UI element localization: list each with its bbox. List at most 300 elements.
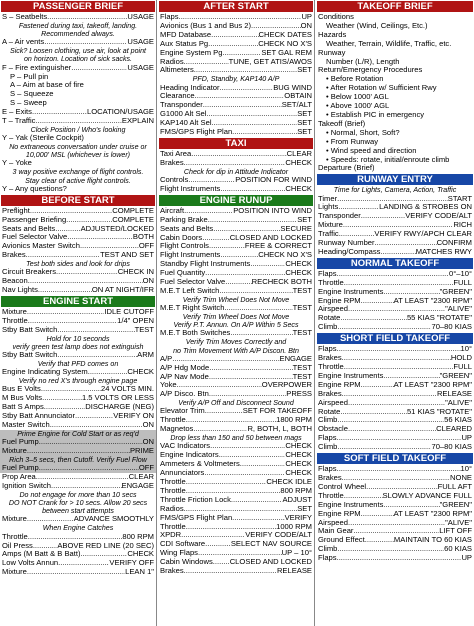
checklist-row <box>158 128 314 137</box>
checklist-row <box>0 159 156 168</box>
item-label: Avionics Master Switch <box>2 241 80 251</box>
leader-dots <box>184 159 286 168</box>
leader-dots <box>209 390 286 399</box>
checklist-row <box>316 323 474 332</box>
item-label: Ground Effect <box>318 535 365 545</box>
item-label: Timer <box>318 193 338 203</box>
leader-dots <box>88 368 128 377</box>
item-label: Brakes <box>318 353 342 363</box>
item-action: PRESS <box>286 389 312 399</box>
item-action: CHECK <box>285 259 312 269</box>
item-action: TEST <box>292 285 312 295</box>
checklist-row <box>0 326 156 335</box>
brief-item: • Normal, Short, Soft? <box>326 127 400 137</box>
item-action: POSITION FOR WIND <box>235 175 312 184</box>
item-action: USAGE <box>127 62 154 72</box>
instruction-note: Verify Trim Wheel Does Not Move <box>182 295 290 304</box>
item-action: CHECK <box>285 468 312 478</box>
item-label: T – Traffic <box>2 116 36 126</box>
item-label: Brakes <box>160 157 184 167</box>
item-action: MATCHES RWY <box>415 246 472 256</box>
item-label: Mixture <box>2 307 27 317</box>
item-action: RELEASE <box>276 566 312 576</box>
leader-dots <box>209 364 292 373</box>
instruction-note: Fastened during taxi, takeoff, landing. <box>18 21 138 30</box>
item-action: LOCATION/USAGE <box>87 107 154 117</box>
item-action: COMPLETE <box>112 214 154 224</box>
item-action: 800 RPM <box>122 531 154 541</box>
item-action: UP <box>301 12 312 21</box>
checklist-row <box>0 421 156 430</box>
brief-item: • Below 1000' AGL <box>326 92 389 102</box>
item-action: 56 KIAS <box>444 415 472 425</box>
item-action: "ALIVE" <box>445 517 472 527</box>
item-label: M Bus Volts <box>2 393 43 403</box>
leader-dots <box>27 447 130 456</box>
item-action: VERIFY RWY/APCH CLEAR <box>374 229 472 239</box>
item-action: VERIFY CODE/ALT <box>405 211 472 221</box>
item-label: FMS/GPS Flight Plan <box>160 512 233 522</box>
item-label: FMS/GPS Flight Plan <box>160 127 233 137</box>
item-label: Fuel Pump <box>2 437 39 447</box>
brief-item: Takeoff (Brief) <box>318 118 366 128</box>
item-action: CHECK <box>285 441 312 451</box>
leader-dots <box>361 381 394 390</box>
brief-item: • From Runway <box>326 136 379 146</box>
item-label: Airspeed <box>318 304 348 314</box>
instruction-note: Verify Trim Moves Correctly and <box>185 338 287 347</box>
item-action: CONFIRM <box>436 238 472 248</box>
checklist-row <box>0 134 156 143</box>
item-label: Elevator Trim <box>160 406 205 416</box>
leader-dots <box>365 536 394 545</box>
item-label: Controls <box>160 175 189 184</box>
item-label: Throttle <box>318 277 344 287</box>
item-action: ADJUSTED/LOCKED <box>80 223 154 233</box>
item-action: CHECK DATES <box>258 29 312 39</box>
item-action: 0°–10° <box>449 268 472 278</box>
item-action: LANDING & STROBES ON <box>379 202 472 212</box>
checklist-row <box>0 38 156 47</box>
leader-dots <box>342 390 437 399</box>
item-label: Flaps <box>318 553 337 563</box>
item-label: Master Switch <box>2 420 50 430</box>
item-action: ADVANCE SMOOTHLY <box>73 514 154 524</box>
item-action: OVERPOWER <box>261 380 312 390</box>
item-label: Fuel Selector Valve <box>160 277 226 287</box>
item-action: DISCHARGE (NEG) <box>85 402 154 412</box>
leader-dots <box>337 323 431 332</box>
instruction-note: PFD, Standby, KAP140 A/P <box>192 75 280 84</box>
checklist-row <box>158 329 314 338</box>
brief-item: Weather, Terrain, Wildlife, Traffic, etc. <box>326 38 452 48</box>
instruction-note: Time for Lights, Camera, Action, Traffic <box>333 186 457 195</box>
instruction-note: Verify no red X's through engine page <box>18 377 138 386</box>
brief-item: • Wind speed and direction <box>326 145 417 155</box>
item-label: Mixture <box>2 446 27 456</box>
section-header-normal-takeoff: NORMAL TAKEOFF <box>317 258 473 269</box>
item-label: Flight Instruments <box>160 250 221 260</box>
item-action: CLEAR <box>128 472 154 482</box>
item-action: ABOVE RED LINE (20 SEC) <box>57 540 154 550</box>
leader-dots <box>57 351 137 360</box>
item-action: BUG WIND <box>273 82 312 92</box>
item-label: Fuel Selector Valve <box>2 232 68 242</box>
item-action: 24 VOLTS MIN. <box>100 384 154 394</box>
item-action: FULL <box>453 362 472 372</box>
item-action: "ALIVE" <box>445 397 472 407</box>
item-label: Rotate <box>318 313 341 323</box>
checklist-row <box>316 443 474 452</box>
item-label: KAP140 Alt Sel <box>160 118 212 128</box>
item-action: CHECK <box>285 450 312 460</box>
item-action: 10° <box>460 344 472 354</box>
item-action: AT LEAST "2300 RPM" <box>393 295 472 305</box>
item-label: Fuel Quantity <box>160 268 206 278</box>
item-label: Batt S Amps <box>2 402 44 412</box>
item-label: Taxi Area <box>160 148 192 158</box>
leader-dots <box>71 64 127 73</box>
item-label: Throttle <box>318 362 344 372</box>
item-action: CHECK IDLE <box>266 476 312 486</box>
item-label: A/P <box>160 353 173 363</box>
item-action: OFF <box>138 241 154 251</box>
item-action: SET <box>297 127 312 137</box>
item-label: F – Fire extinguisher <box>2 62 72 72</box>
column-1 <box>0 0 157 626</box>
item-action: 55 KIAS "ROTATE" <box>406 313 472 323</box>
leader-dots <box>39 438 143 447</box>
section-header-runway-entry: RUNWAY ENTRY <box>317 174 473 185</box>
leader-dots <box>348 519 445 528</box>
leader-dots <box>230 329 292 338</box>
item-label: Prop Area <box>2 472 36 482</box>
item-label: Radios <box>160 56 184 66</box>
checklist-row <box>0 286 156 295</box>
item-action: TEST AND SET <box>100 250 154 260</box>
item-label: Standby Flight Instruments <box>160 259 251 269</box>
item-label: Engine System Pg. <box>160 47 225 57</box>
item-action: FREE & CORRECT <box>244 241 312 251</box>
item-action: TEST <box>292 362 312 372</box>
instruction-note: Sick? Loosen clothing, use air, look at point <box>9 47 147 56</box>
item-label: Altimeters <box>160 65 194 75</box>
item-action: RELEASE <box>436 388 472 398</box>
item-action: RICH <box>453 220 472 230</box>
item-action: 60 KIAS <box>444 544 472 554</box>
item-label: Y – Any questions? <box>2 183 67 193</box>
brief-item: • After Rotation w/ Sufficient Rwy <box>326 83 437 93</box>
checklist-row <box>0 251 156 260</box>
item-label: Stby Batt Switch <box>2 350 58 360</box>
item-label: Engine Indicating System <box>2 367 88 377</box>
checklist-row <box>158 159 314 168</box>
checklist-row <box>0 185 156 194</box>
item-action: SET <box>297 109 312 119</box>
section-header-soft-field-takeoff: SOFT FIELD TAKEOFF <box>317 453 473 464</box>
leader-dots <box>44 38 127 47</box>
item-label: Engine Instruments <box>318 370 384 380</box>
item-action: CHECK <box>285 268 312 278</box>
leader-dots <box>51 482 122 491</box>
item-action: VERIFY OFF <box>109 558 154 568</box>
item-label: Oil Press <box>2 540 33 550</box>
item-action: VERIFY CODE/ALT <box>245 530 312 540</box>
item-action: POSITION INTO WIND <box>233 205 312 215</box>
item-label: Airspeed <box>318 397 348 407</box>
checklist-row <box>0 515 156 524</box>
instruction-note: Verify P.T. Annun. On A/P Within 5 Secs <box>173 321 299 330</box>
item-action: "GREEN" <box>439 370 472 380</box>
item-label: Yoke <box>160 380 177 390</box>
item-label: A/P Disco. Btn <box>160 389 209 399</box>
item-action: OBTAIN <box>284 91 312 101</box>
item-label: Ammeters & Voltmeters <box>160 459 240 469</box>
item-action: SET <box>297 118 312 128</box>
item-label: Transponder <box>318 211 361 221</box>
leader-dots <box>340 314 407 323</box>
item-action: "GREEN" <box>439 286 472 296</box>
instruction-note: Hold for 10 seconds <box>46 334 110 343</box>
item-label: Seats and Belts <box>2 223 56 233</box>
leader-dots <box>203 101 282 110</box>
item-label: A/P Nav Mode <box>160 371 209 381</box>
leader-dots <box>361 510 394 519</box>
leader-dots <box>26 251 100 260</box>
item-label: Cabin Doors <box>160 232 203 242</box>
item-action: LEAN 1" <box>125 567 154 577</box>
brief-item: Number (L/R), Length <box>326 56 400 66</box>
instruction-note: 10,000' MSL (whichever is lower) <box>25 151 131 160</box>
section-header-passenger-brief: PASSENGER BRIEF <box>1 1 155 12</box>
item-action: USAGE <box>127 12 154 21</box>
item-action: AT LEAST "2300 RPM" <box>393 379 472 389</box>
leader-dots <box>380 248 415 257</box>
instruction-note: between start attempts <box>42 507 114 516</box>
checklist-row <box>316 425 474 434</box>
item-action: CHECK <box>127 549 154 559</box>
leader-dots <box>220 185 285 194</box>
leader-dots <box>250 260 285 269</box>
brief-item: A – Aim at base of fire <box>10 80 84 90</box>
column-3 <box>316 0 474 626</box>
checklist-row <box>316 248 474 257</box>
brief-item: • Before Rotation <box>326 74 384 84</box>
item-action: 70–80 KIAS <box>431 322 472 332</box>
item-label: S – Seatbelts <box>2 12 48 21</box>
item-label: Brakes <box>2 250 26 260</box>
leader-dots <box>47 13 127 22</box>
brief-item: Departure (Brief) <box>318 163 375 173</box>
item-label: M.E.T Right Switch <box>160 303 225 313</box>
item-label: Lights <box>318 202 339 212</box>
item-label: Throttle <box>2 315 28 325</box>
item-label: Engine RPM <box>318 508 361 518</box>
item-label: MFD Database <box>160 29 212 39</box>
leader-dots <box>205 407 243 416</box>
item-action: ENGAGE <box>121 480 154 490</box>
instruction-note: verify green test lamp does not extinguish <box>12 342 144 351</box>
item-label: Climb <box>318 415 338 425</box>
brief-item: S – Squeeze <box>10 89 54 99</box>
item-action: CHECK <box>285 459 312 469</box>
section-header-after-start: AFTER START <box>159 1 313 12</box>
checklist-row <box>158 304 314 313</box>
item-action: 1.5 VOLTS OR LESS <box>81 393 154 403</box>
item-label: Cabin Windows <box>160 557 213 567</box>
checklist-row <box>158 185 314 194</box>
item-action: CHECK <box>285 157 312 167</box>
brief-item: S – Sweep <box>10 98 47 108</box>
leader-dots <box>75 412 113 421</box>
item-action: SET GAL REM <box>261 47 312 57</box>
item-label: Flaps <box>160 12 179 21</box>
item-action: SET/ALT <box>281 100 312 110</box>
brief-item: P – Pull pin <box>10 71 49 81</box>
item-label: Brakes <box>318 472 342 482</box>
item-label: Engine Instruments <box>318 499 384 509</box>
leader-dots <box>219 287 292 296</box>
brief-item: Hazards <box>318 29 347 39</box>
item-label: Flaps <box>318 433 337 443</box>
checklist-row <box>158 567 314 576</box>
instruction-note: Prime Engine for Cold Start or as req'd <box>0 430 156 438</box>
item-label: Throttle <box>160 485 186 495</box>
item-action: UP <box>461 433 472 443</box>
item-action: ON <box>300 20 312 30</box>
instruction-note: No extraneous conversation under cruise or <box>9 143 147 152</box>
leader-dots <box>57 326 134 335</box>
item-action: TEST <box>292 328 312 338</box>
leader-dots <box>337 443 431 452</box>
instruction-note: Recommended always. <box>41 30 115 39</box>
checklist-row <box>158 66 314 75</box>
item-label: XPDR <box>160 530 182 540</box>
leader-dots <box>224 304 292 313</box>
item-action: COMPLETE <box>112 205 154 215</box>
item-action: R, BOTH, L, BOTH <box>247 424 312 434</box>
section-header-before-start: BEFORE START <box>1 195 155 206</box>
leader-dots <box>213 558 230 567</box>
leader-dots <box>361 212 405 221</box>
brief-item: • Above 1000' AGL <box>326 101 390 111</box>
item-label: Heading/Compass <box>318 246 381 256</box>
item-action: SET <box>297 214 312 224</box>
item-label: Amps (M Batt & B Batt) <box>2 549 81 559</box>
item-label: Climb <box>318 544 338 554</box>
item-action: RECHECK BOTH <box>251 277 312 287</box>
item-action: TEST <box>292 303 312 313</box>
item-label: Throttle <box>318 490 344 500</box>
leader-dots <box>225 278 251 287</box>
leader-dots <box>231 496 283 505</box>
item-label: Climb <box>318 322 338 332</box>
leader-dots <box>195 92 285 101</box>
item-label: Circuit Breakers <box>2 267 57 277</box>
item-label: Throttle <box>160 476 186 486</box>
item-label: Engine RPM <box>318 379 361 389</box>
checklist-row <box>316 545 474 554</box>
item-action: 800 RPM <box>280 485 312 495</box>
leader-dots <box>27 515 74 524</box>
item-label: Parking Brake <box>160 214 208 224</box>
column-2 <box>158 0 315 626</box>
checklist-row <box>158 390 314 399</box>
checklist-row <box>0 482 156 491</box>
item-action: VERIFY ON <box>113 411 154 421</box>
leader-dots <box>337 345 461 354</box>
item-action: CHECK NO X'S <box>258 38 312 48</box>
item-label: Transponder <box>160 100 203 110</box>
item-label: M.E.T Left Switch <box>160 285 220 295</box>
item-label: Throttle <box>2 531 28 541</box>
instruction-note: Verify that PFD comes on <box>37 360 119 369</box>
item-action: UP – 10° <box>281 548 312 558</box>
item-action: ENGAGE <box>279 353 312 363</box>
section-header-engine-runup: ENGINE RUNUP <box>159 195 313 206</box>
item-action: PRIME <box>129 446 154 456</box>
instruction-note: DO NOT Crank for > 10 secs. Allow 20 secs <box>8 499 148 508</box>
item-label: Nav Lights <box>2 285 38 295</box>
item-action: CHECK <box>127 367 154 377</box>
item-label: Mixture <box>318 220 343 230</box>
item-action: 1800 RPM <box>276 415 312 425</box>
leader-dots <box>337 465 461 474</box>
leader-dots <box>210 442 285 451</box>
leader-dots <box>194 66 297 75</box>
item-action: ON <box>142 276 154 286</box>
instruction-note: Verify Trim Wheel Does Not Move <box>182 312 290 321</box>
leader-dots <box>50 421 143 430</box>
item-label: A – Air vents <box>2 37 45 47</box>
leader-dots <box>337 270 449 279</box>
instruction-note: on horizon. Location of sick sacks. <box>23 55 133 64</box>
item-action: UP <box>461 553 472 563</box>
section-header-takeoff-brief: TAKEOFF BRIEF <box>317 1 473 12</box>
item-action: CLOSED AND LOCKED <box>229 557 312 567</box>
item-action: CHECK <box>285 183 312 193</box>
item-action: CLEARED <box>436 424 472 434</box>
item-label: Main Gear <box>318 526 354 536</box>
item-label: Ignition Switch <box>2 480 51 490</box>
item-label: Rotate <box>318 406 341 416</box>
item-label: Seats and Belts <box>160 223 214 233</box>
item-label: Brakes <box>318 388 342 398</box>
item-label: Y – Yak (Sterile Cockpit) <box>2 133 84 143</box>
item-label: Mixture <box>2 567 27 577</box>
leader-dots <box>240 460 286 469</box>
leader-dots <box>27 568 125 577</box>
item-label: E – Exits <box>2 107 32 117</box>
section-header-taxi: TAXI <box>159 138 313 149</box>
item-action: SET FOR TAKEOFF <box>242 406 312 416</box>
item-label: Traffic <box>318 229 339 239</box>
checklist-row <box>0 351 156 360</box>
item-action: FULL <box>453 277 472 287</box>
item-label: Preflight <box>2 205 30 215</box>
instruction-note: Drop less than 150 and 50 between mags <box>170 434 302 443</box>
item-label: Magnetos <box>160 424 194 434</box>
brief-item: Conditions <box>318 12 354 21</box>
leader-dots <box>35 117 121 126</box>
checklist-row <box>316 554 474 563</box>
leader-dots <box>205 540 231 549</box>
item-label: Brakes <box>160 566 184 576</box>
instruction-note: Test both sides and look for drips <box>26 260 130 269</box>
instruction-note: Rich 3–5 secs, then Cutoff. Verify Fuel Flow <box>0 456 156 464</box>
item-action: VERIFY <box>284 512 312 522</box>
item-label: Annunciators <box>160 468 205 478</box>
